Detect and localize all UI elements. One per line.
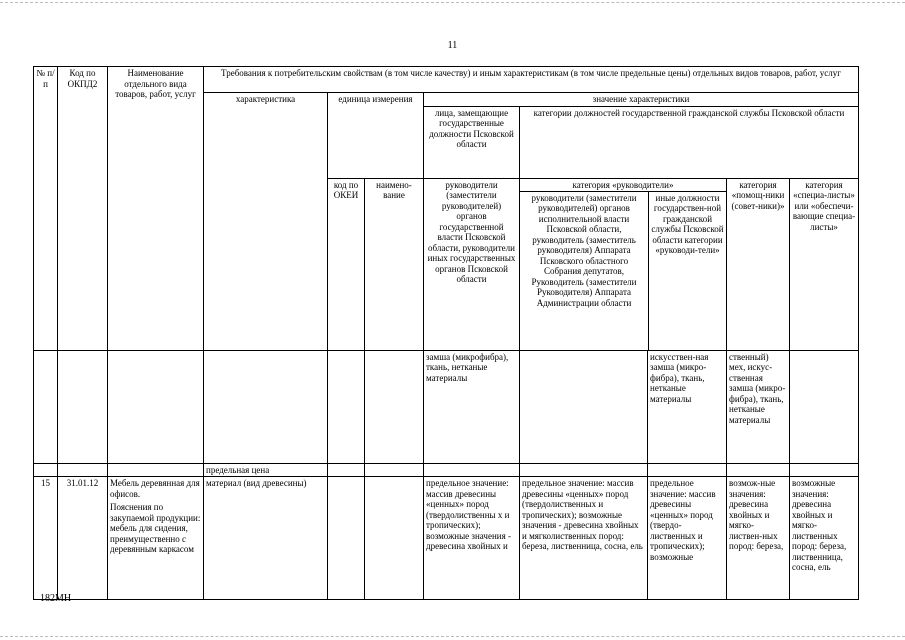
row15-okpd: 31.01.12 <box>58 477 108 600</box>
row15-cat-heads-1: предельное значение: массив древесины «ценных» пород (твердолиственных и тропических); возможные значения - древесина хвойных и мягколиственных пород: береза, лиственница, сосна, ель <box>520 477 648 600</box>
header-okpd: Код по ОКПД2 <box>58 67 108 351</box>
row15-cat-spec: возможные значения: древесина хвойных и мягко-лиственных пород: береза, лиственница, сосна, ель <box>790 477 859 600</box>
scan-edge-top <box>0 2 905 3</box>
cont-unit-name <box>365 350 424 463</box>
limit-unit-name <box>365 463 424 477</box>
header-no: № п/п <box>34 67 58 351</box>
header-unit-name: наимено-вание <box>365 178 424 350</box>
header-cat-heads-1: руководители (заместители руководителей) органов исполнительной власти Псковской области, руководитель (заместитель руководителя) Аппарата Псковского областного Собрания депутатов, Руководитель (заместители Руководителя) Аппарата Администрации области <box>520 192 649 350</box>
cont-no <box>34 350 58 463</box>
requirements-table <box>33 66 859 600</box>
header-requirements: Требования к потребительским свойствам (в том числе качеству) и иным характеристикам (в том числе предельные цены) отдельных видов товаров, работ, услуг <box>204 67 859 93</box>
row15-unit-name <box>365 477 424 600</box>
row15-no: 15 <box>34 477 58 600</box>
row15-characteristic: материал (вид древесины) <box>204 477 328 600</box>
limit-no <box>34 463 58 477</box>
header-heads-col: руководители (заместители руководителей) органов государственной власти Псковской области, руководители иных государственных органов Псковской области <box>424 178 520 350</box>
cont-cat-heads-1 <box>520 350 648 463</box>
cont-cat-spec <box>790 350 859 463</box>
row15-okei <box>328 477 365 600</box>
header-persons: лица, замещающие государственные должности Псковской области <box>424 106 520 178</box>
row15-name-note: Пояснения по закупаемой продукции: мебель для сидения, преимущественно с деревянным каркасом <box>110 502 201 554</box>
row15-name-cell <box>108 477 204 600</box>
limit-persons <box>424 463 520 477</box>
cont-cat-assist: ственный) мех, искус-ственная замша (микро-фибра), ткань, нетканые материалы <box>727 350 790 463</box>
limit-characteristic: предельная цена <box>204 463 328 477</box>
limit-okpd <box>58 463 108 477</box>
header-characteristic: характеристика <box>204 93 328 351</box>
header-okei-code: код по ОКЕИ <box>328 178 365 350</box>
cont-okei <box>328 350 365 463</box>
scan-edge-bottom <box>0 636 905 637</box>
header-name: Наименование отдельного вида товаров, работ, услуг <box>108 67 204 351</box>
cont-persons: замша (микрофибра), ткань, нетканые материалы <box>424 350 520 463</box>
limit-cat-spec <box>790 463 859 477</box>
limit-cat-assist <box>727 463 790 477</box>
header-unit: единица измерения <box>328 93 424 179</box>
cont-cat-heads-2: искусствен-ная замша (микро-фибра), ткань, нетканые материалы <box>648 350 727 463</box>
cont-name <box>108 350 204 463</box>
footer-code: 182МН <box>40 593 72 604</box>
cont-okpd <box>58 350 108 463</box>
header-cat-heads-group <box>520 178 727 350</box>
row15-persons: предельное значение: массив древесины «ценных» пород (твердолиственны х и тропических); возможные значения - древесина хвойных и <box>424 477 520 600</box>
limit-cat-heads-1 <box>520 463 648 477</box>
header-cat-assist: категория «помощ-ники (совет-ники)» <box>727 178 790 350</box>
limit-name <box>108 463 204 477</box>
row15-cat-heads-2: предельное значение: массив древесины «ценных» пород (твердо-лиственных и тропических); возможные <box>648 477 727 600</box>
limit-okei <box>328 463 365 477</box>
header-cat-heads: категория «руководители» <box>520 179 726 192</box>
header-categories: категории должностей государственной гражданской службы Псковской области <box>520 106 859 178</box>
header-value: значение характеристики <box>424 93 859 107</box>
row15-cat-assist: возмож-ные значения: древесина хвойных и мягко-листвен-ных пород: береза, <box>727 477 790 600</box>
row15-name: Мебель деревянная для офисов. <box>110 478 200 499</box>
limit-cat-heads-2 <box>648 463 727 477</box>
header-cat-heads-2: иные должности государствен-ной гражданской службы Псковской области категории «руководи-тели» <box>651 192 724 255</box>
cont-characteristic <box>204 350 328 463</box>
page-number: 11 <box>447 40 458 51</box>
header-cat-spec: категория «специа-листы» или «обеспечи-вающие специа-листы» <box>790 178 859 350</box>
header-cat-heads-sub <box>520 192 726 350</box>
